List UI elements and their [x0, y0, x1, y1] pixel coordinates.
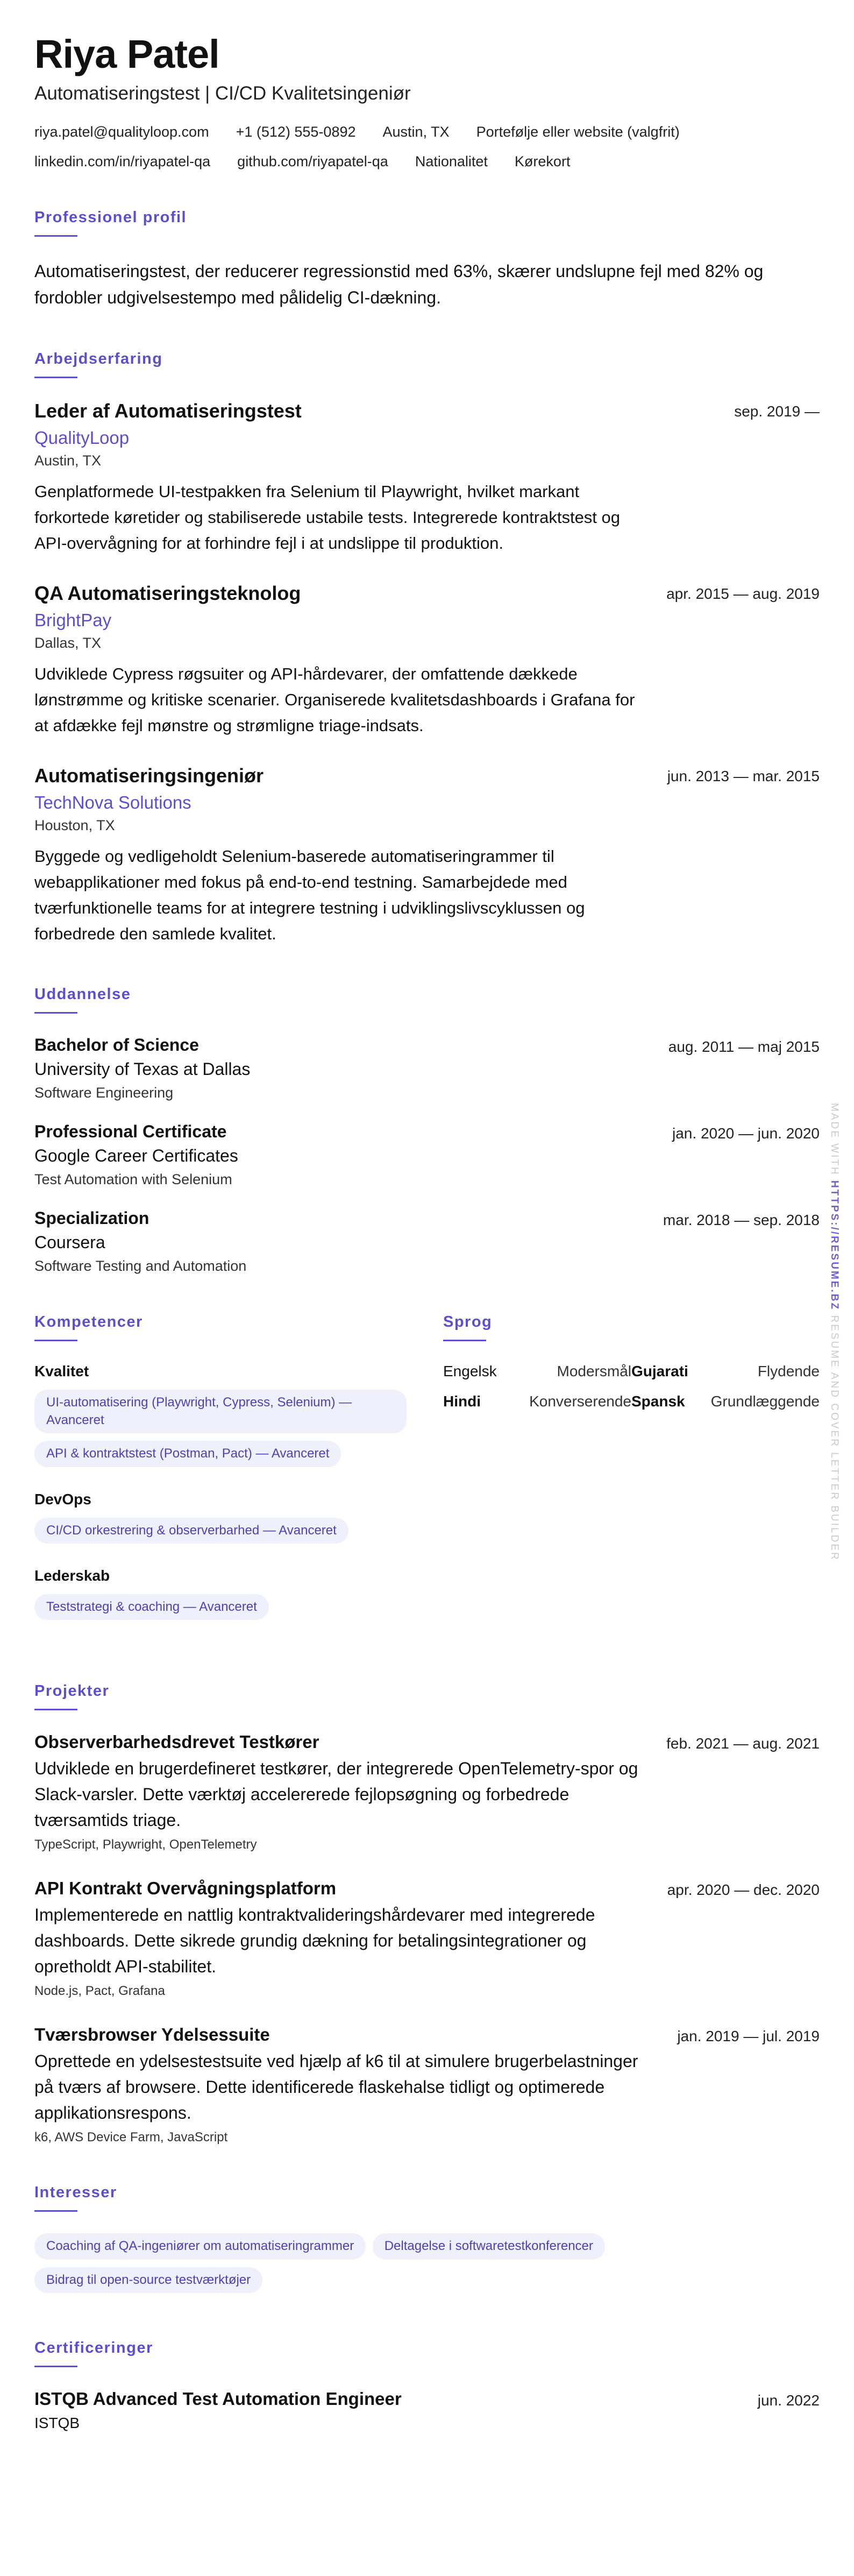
skill-group: [34, 1491, 411, 1551]
certification-title: ISTQB Advanced Test Automation Engineer: [34, 2389, 402, 2409]
project-dates: jan. 2019 — jul. 2019: [677, 2028, 820, 2045]
section-divider: [34, 2366, 77, 2367]
project-description: Udviklede en brugerdefineret testkører, der integrerede OpenTelemetry-spor og Slack-varsler. Dette værktøj accelererede fejlopsøgning og forbedrede tværsamtids triage.: [34, 1759, 638, 1830]
language-item: [631, 1363, 820, 1380]
contact-location: Austin, TX: [382, 123, 450, 140]
education-section: [34, 986, 820, 1275]
project-entry: [34, 2025, 820, 2145]
project-title: Observerbarhedsdrevet Testkører: [34, 1732, 319, 1752]
section-title-projects: Projekter: [34, 1682, 110, 1700]
section-title-languages: Sprog: [443, 1313, 493, 1331]
language-name: Hindi: [443, 1393, 481, 1410]
interest-chip: Coaching af QA-ingeniører om automatiseringrammer: [34, 2233, 366, 2259]
experience-section: [34, 350, 820, 947]
languages-section: [443, 1313, 820, 1644]
education-dates: jan. 2020 — jun. 2020: [672, 1125, 820, 1142]
language-item: [631, 1393, 820, 1410]
skills-section: [34, 1313, 411, 1644]
contact-row-2: [34, 153, 820, 170]
school: University of Texas at Dallas: [34, 1059, 251, 1079]
language-level: Grundlæggende: [710, 1393, 820, 1410]
section-title-experience: Arbejdserfaring: [34, 350, 163, 367]
interest-chips: [34, 2233, 820, 2301]
degree: Bachelor of Science: [34, 1035, 199, 1055]
project-title: API Kontrakt Overvågningsplatform: [34, 1878, 337, 1899]
field-of-study: Test Automation with Selenium: [34, 1171, 232, 1188]
section-divider: [34, 235, 77, 237]
profile-summary: Automatiseringstest, der reducerer regressionstid med 63%, skærer undslupne fejl med 82% og fordobler udgivelsestempo med pålidelig CI-dækning.: [34, 261, 764, 308]
watermark-link[interactable]: HTTPS://RESUME.BZ: [829, 1180, 840, 1311]
project-title: Tværsbrowser Ydelsessuite: [34, 2025, 270, 2045]
language-item: [443, 1363, 631, 1380]
field-of-study: Software Testing and Automation: [34, 1258, 247, 1275]
contact-linkedin[interactable]: linkedin.com/in/riyapatel-qa: [34, 153, 211, 169]
project-tech: k6, AWS Device Farm, JavaScript: [34, 2130, 228, 2145]
resume-header: [34, 33, 820, 170]
field-of-study: Software Engineering: [34, 1085, 174, 1101]
skill-group-title: Kvalitet: [34, 1363, 89, 1380]
certification-issuer: ISTQB: [34, 2415, 80, 2432]
skill-chip: CI/CD orkestrering & observerbarhed — Avanceret: [34, 1518, 348, 1544]
language-name: Gujarati: [631, 1363, 688, 1380]
skill-group: [34, 1363, 411, 1474]
candidate-headline: Automatiseringstest | CI/CD Kvalitetsingeniør: [34, 82, 411, 104]
section-title-education: Uddannelse: [34, 986, 131, 1003]
language-row: [443, 1393, 820, 1410]
language-item: [443, 1393, 631, 1410]
project-description: Oprettede en ydelsestestsuite ved hjælp af k6 til at simulere brugerbelastninger på tværs af browsere. Dette identificerede flaskehalse tidligt og optimerede applikationsrespons.: [34, 2051, 638, 2123]
language-name: Spansk: [631, 1393, 685, 1410]
contact-row-1: [34, 124, 820, 140]
job-location: Austin, TX: [34, 452, 102, 469]
language-level: Konverserende: [529, 1393, 631, 1410]
builder-watermark: [828, 1103, 840, 1561]
projects-section: [34, 1682, 820, 2145]
contact-info: [34, 124, 820, 170]
skills-languages-row: [34, 1313, 820, 1644]
education-entry: [34, 1035, 820, 1101]
company-name: BrightPay: [34, 610, 112, 631]
contact-github[interactable]: github.com/riyapatel-qa: [237, 153, 388, 169]
skill-chip: API & kontraktstest (Postman, Pact) — Avanceret: [34, 1441, 341, 1467]
education-dates: mar. 2018 — sep. 2018: [663, 1212, 820, 1229]
section-title-certifications: Certificeringer: [34, 2339, 153, 2357]
project-description: Implementerede en nattlig kontraktvalideringshårdevarer med integrerede dashboards. Dette sikrede grundig dækning for betalingsintegrationer og opretholdt API-stabilitet.: [34, 1905, 595, 1977]
education-dates: aug. 2011 — maj 2015: [668, 1038, 820, 1056]
watermark-prefix: MADE WITH: [829, 1103, 840, 1176]
job-description: Udviklede Cypress røgsuiter og API-hårdevarer, der omfattende dækkede lønstrømme og kritiske scenarier. Organiserede kvalitetsdashboards i Grafana for at afdække fejl mønstre og strømligne triage-indsats.: [34, 664, 635, 735]
skill-chip: Teststrategi & coaching — Avanceret: [34, 1594, 269, 1620]
project-entry: [34, 1732, 820, 1852]
job-title: QA Automatiseringsteknolog: [34, 582, 301, 605]
skill-group-title: Lederskab: [34, 1567, 110, 1584]
job-title: Automatiseringsingeniør: [34, 765, 264, 787]
company-name: TechNova Solutions: [34, 792, 191, 813]
section-divider: [34, 2210, 77, 2212]
degree: Professional Certificate: [34, 1122, 227, 1142]
job-location: Houston, TX: [34, 817, 115, 834]
job-location: Dallas, TX: [34, 635, 102, 652]
company-name: QualityLoop: [34, 427, 130, 448]
language-level: Modersmål: [557, 1363, 631, 1380]
profile-section: [34, 209, 820, 312]
job-description: Byggede og vedligeholdt Selenium-baserede automatiseringrammer til webapplikationer med fokus på end-to-end testning. Samarbejdede med tværfunktionelle teams for at integrere testning i udviklingslivscyklussen og forbedrede den samlede kvalitet.: [34, 847, 585, 944]
certifications-section: [34, 2339, 820, 2432]
watermark-suffix: RESUME AND COVER LETTER BUILDER: [829, 1315, 840, 1561]
section-divider: [34, 1709, 77, 1710]
candidate-name: Riya Patel: [34, 32, 219, 76]
language-level: Flydende: [757, 1363, 820, 1380]
experience-entry: [34, 582, 820, 739]
skill-chip: UI-automatisering (Playwright, Cypress, Selenium) — Avanceret: [34, 1390, 407, 1433]
school: Google Career Certificates: [34, 1146, 238, 1166]
certification-entry: [34, 2389, 820, 2432]
section-title-interests: Interesser: [34, 2184, 117, 2202]
school: Coursera: [34, 1233, 105, 1252]
education-entry: [34, 1122, 820, 1188]
skill-group: [34, 1567, 411, 1627]
interests-section: [34, 2184, 820, 2301]
experience-entry: [34, 765, 820, 947]
language-row: [443, 1363, 820, 1380]
section-divider: [34, 1340, 77, 1341]
skill-group-title: DevOps: [34, 1490, 91, 1508]
section-divider: [34, 377, 77, 378]
job-dates: apr. 2015 — aug. 2019: [666, 585, 820, 603]
job-title: Leder af Automatiseringstest: [34, 399, 302, 422]
contact-portfolio[interactable]: Portefølje eller website (valgfrit): [476, 123, 680, 140]
interest-chip: Bidrag til open-source testværktøjer: [34, 2267, 262, 2293]
project-tech: Node.js, Pact, Grafana: [34, 1984, 165, 1999]
contact-email[interactable]: riya.patel@qualityloop.com: [34, 123, 209, 140]
degree: Specialization: [34, 1208, 150, 1228]
language-name: Engelsk: [443, 1363, 497, 1380]
project-tech: TypeScript, Playwright, OpenTelemetry: [34, 1837, 257, 1852]
job-description: Genplatformede UI-testpakken fra Selenium til Playwright, hvilket markant forkortede køretider og stabiliserede ustabile tests. Integrerede kontraktstest og API-overvågning for at forhindre fejl i at undslippe til produktion.: [34, 482, 621, 553]
contact-drivers-license: Kørekort: [514, 153, 571, 169]
job-dates: jun. 2013 — mar. 2015: [667, 768, 820, 785]
section-title-skills: Kompetencer: [34, 1313, 143, 1331]
section-divider: [443, 1340, 486, 1341]
experience-entry: [34, 400, 820, 556]
certification-date: jun. 2022: [757, 2392, 820, 2409]
project-dates: feb. 2021 — aug. 2021: [666, 1735, 820, 1752]
project-entry: [34, 1878, 820, 1999]
interest-chip: Deltagelse i softwaretestkonferencer: [373, 2233, 605, 2259]
contact-nationality: Nationalitet: [415, 153, 488, 169]
contact-phone[interactable]: +1 (512) 555-0892: [236, 123, 356, 140]
job-dates: sep. 2019 —: [734, 402, 820, 420]
section-divider: [34, 1012, 77, 1014]
section-title-profile: Professionel profil: [34, 208, 187, 226]
education-entry: [34, 1208, 820, 1275]
project-dates: apr. 2020 — dec. 2020: [667, 1881, 820, 1899]
